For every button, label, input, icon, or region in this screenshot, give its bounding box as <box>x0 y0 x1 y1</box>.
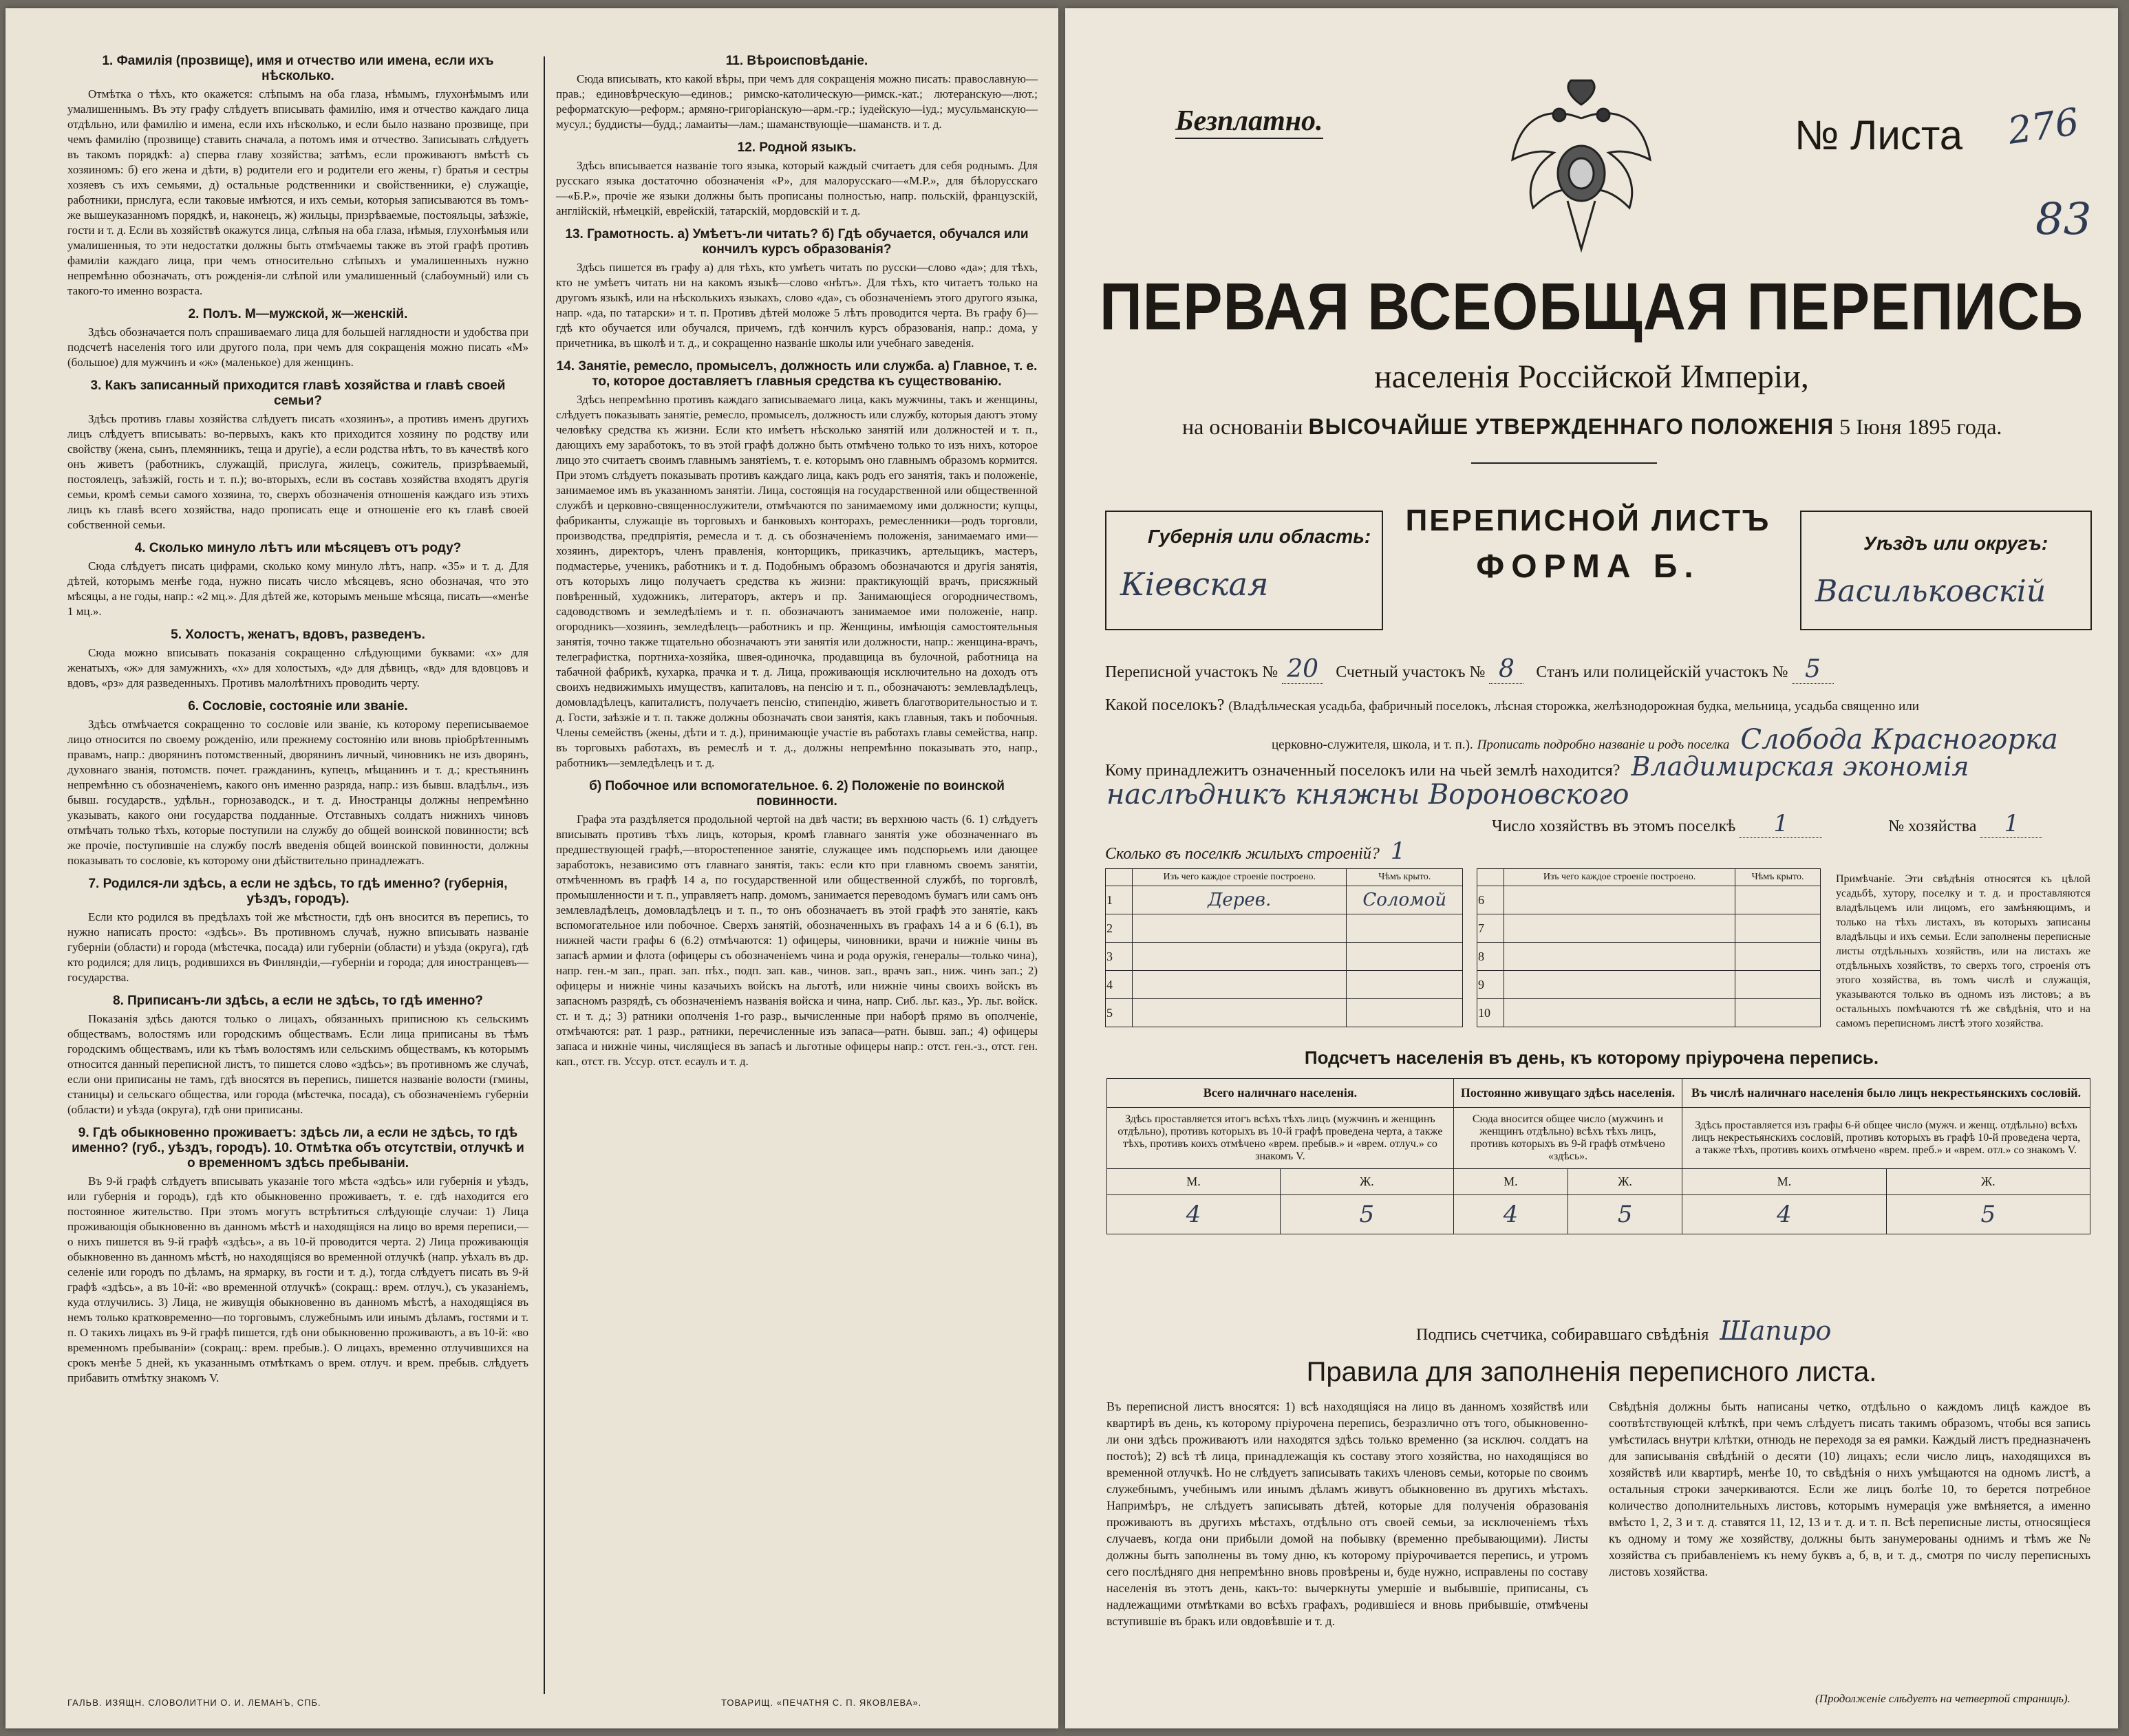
instruction-text: Графа эта раздѣляется продольной чертой на двѣ части; въ верхнюю часть (6. 1) слѣдуетъ вписывать противъ тѣхъ лицъ, которыя, кромѣ главнаго занятія уже обозначеннаго въ предшествующей графѣ,—второстепенное занятіе, служащее имъ подспорьемъ или дающее заработокъ, независимо отъ главнаго занятія, такъ: если кто при главномъ своемъ занятіи, отмѣченномъ въ графѣ 14 а, по государственной или общественной службѣ, по торговлѣ, промышленности и т. п., управляетъ напр. домомъ, занимается переводомъ бумагъ или самъ онъ землевладѣлецъ, домовладѣлецъ и т. п., то онъ обозначаетъ въ этой графѣ это занятіе, какъ вспомогательное или побочное. Сверхъ занятій, обозначенныхъ въ графахъ 14 а и 6 (6.1), въ нижней части графы 6 (6.2) отмѣчаются: 1) офицеры, чиновники, врачи и нижніе чины въ запасѣ армии и флота (офицеры съ обозначеніемъ чина и рода оружія, генералы—только чина), напр. ген.-м зап., прап. зап. пѣх., подп. зап. кав., чинов. зап., врачъ зап., ниж. чинъ зап.; 2) офицеры и нижніе чины казачьихъ войскъ на льготѣ, или нижніе чины своихъ войскъ въ запасномъ разрядѣ, съ обозначеніемъ названія войска и чина, напр. Сиб. льг. каз., Ур. льг. войск. ст. и т. д.; 3) ратники ополченія 1-го разр., вычисленные при наборѣ прямо въ ополченіе, отмѣчаются: рат. 1 разр., ратники, перечисленные изъ запаса—ратн. бывш. зап.; 4) офицеры запаса и нижніе чины, числящіеся въ запасѣ и льготные офицеры напр.: отст. ген.-з., отст. ген. кап., отст. гв. Уссур. отст. есаулъ и т. д. <box>556 813 1038 1068</box>
building-material <box>1504 971 1735 999</box>
instruction-section <box>556 359 1038 771</box>
district-value: Васильковскій <box>1815 574 2046 609</box>
building-material <box>1504 886 1735 914</box>
building-material <box>1504 999 1735 1027</box>
owner-row: Кому принадлежитъ означенный поселокъ или на чьей землѣ находится? Владимирская экономія <box>1105 751 1969 782</box>
instruction-text: Если кто родился въ предѣлахъ той же мѣстности, гдѣ онъ вносится въ перепись, то нужно написать просто: «здѣсь». Въ противномъ случаѣ, нужно вписывать названіе губерніи (области) и города (мѣстечка, посада) или губерніи (области) и уѣзда (округа), гдѣ кто родился; для лицъ, родившихся въ Финляндіи,—губерніи и города; для иностранцевъ—государства. <box>67 910 528 984</box>
building-row <box>1106 914 1463 943</box>
building-row <box>1477 914 1821 943</box>
title-rule <box>1471 462 1657 464</box>
buildings-table-1: Изъ чего каждое строеніе построено. Чѣмъ крыто. 1 Дерев. Соломой 2 3 4 5 <box>1105 868 1463 1027</box>
building-row <box>1106 943 1463 971</box>
population-title: Подсчетъ населенія въ день, къ которому пріурочена перепись. <box>1304 1047 1879 1068</box>
population-column-heading: Всего наличнаго населенія. <box>1107 1079 1454 1108</box>
instruction-text: Здѣсь отмѣчается сокращенно то сословіе или званіе, къ которому переписываемое лицо относится по своему рожденію, или прежнему состоянію или вновь пріобрѣтеннымъ правамъ, напр.: дворянинъ потомственный, дворянинъ личный, чиновникъ не изъ дворянъ, духовнаго званія, потомств. почет. гражданинъ, купецъ, мѣщанинъ и т. д.; крестьянинъ непремѣнно съ обозначеніемъ, какого онъ именно разряда, напр.: изъ бывш. владѣльч., изъ бывш. государств., удѣльн., горнозаводск., и т. д. Иностранцы должны непремѣнно указывать, какого они государства подданные. Отставныхъ солдатъ нижнихъ чиновъ отмѣчать только тѣхъ, которые поступили на службу до общей воинской повинности; всѣ же прочіе, поступившіе на службу послѣ введенія общей воинской повинности, должны показывать то сословіе, къ которому они дѣйствительно принадлежатъ. <box>67 718 528 867</box>
form-title-block <box>1395 504 1781 586</box>
settlement-row-2: церковно-служителя, школа, и т. п.). Прописать подробно названіе и родъ поселка Слобода Красногорка <box>1272 724 2058 756</box>
census-basis: на основаніи ВЫСОЧАЙШЕ УТВЕРЖДЕННАГО ПОЛОЖЕНІЯ 5 Іюня 1895 года. <box>1182 414 2002 439</box>
female-count: 5 <box>1886 1195 2090 1234</box>
building-roof <box>1735 914 1821 943</box>
building-row-number: 1 <box>1106 886 1133 914</box>
settlement-row: Какой поселокъ? (Владѣльческая усадьба, фабричный поселокъ, лѣсная сторожка, желѣзнодорожная будка, мельница, усадьба священно или <box>1105 696 1919 714</box>
building-roof: Соломой <box>1347 886 1463 914</box>
instruction-heading: 5. Холостъ, женатъ, вдовъ, разведенъ. <box>171 628 425 642</box>
households-row: Число хозяйствъ въ этомъ поселкѣ 1 № хозяйства 1 <box>1492 810 2090 838</box>
building-row <box>1477 886 1821 914</box>
instruction-heading: 9. Гдѣ обыкновенно проживаетъ: здѣсь ли, а если не здѣсь, то гдѣ именно? (губ., уѣздъ, городъ). 10. Отмѣтка объ отсутствіи, отлучкѣ и о временномъ здѣсь пребываніи. <box>72 1126 524 1170</box>
imprint-left: ГАЛЬВ. ИЗЯЩН. СЛОВОЛИТНИ О. И. ЛЕМАНЪ, СПБ. <box>67 1697 321 1708</box>
province-value: Кіевская <box>1120 566 1269 603</box>
building-roof <box>1735 971 1821 999</box>
instruction-text: Сюда можно вписывать показанія сокращенно слѣдующими буквами: «х» для женатыхъ, «ж» для замужнихъ, «х» для холостыхъ, «д» для дѣвицъ, «вд» для вдовцовъ и вдовъ, «рз» для разведенныхъ. Противъ малолѣтнихъ проводить черту. <box>67 646 528 689</box>
building-material <box>1133 971 1347 999</box>
instructions-column-1 <box>67 50 528 1394</box>
building-roof <box>1347 914 1463 943</box>
female-label: Ж. <box>1886 1169 2090 1195</box>
population-column-heading: Въ числѣ наличнаго населенія было лицъ некрестьянскихъ сословій. <box>1682 1079 2090 1108</box>
buildings-value: 1 <box>1390 837 1406 865</box>
counting-district-value: 8 <box>1489 655 1523 684</box>
building-row <box>1477 943 1821 971</box>
building-roof <box>1347 999 1463 1027</box>
instruction-heading: 3. Какъ записанный приходится главѣ хозяйства и главѣ своей семьи? <box>90 378 506 408</box>
instructions-column-2 <box>556 50 1038 1078</box>
instruction-text: Здѣсь пишется въ графу а) для тѣхъ, кто умѣетъ читать по русски—слово «да»; для тѣхъ, кто не умѣетъ читать ни на какомъ языкѣ—слово «нѣтъ». Для тѣхъ, кто читаетъ только на другомъ языкѣ, или на нѣсколькихъ языкахъ, слово «да», съ обозначеніемъ этого другого языка, напр. «да, по татарски» и т. п. Противъ дѣтей моложе 5 лѣтъ проводится черта. Въ графу б)—гдѣ кто обучается или обучался, причемъ, гдѣ кончилъ курсъ образованія, напр.: дома, у причетника, въ школѣ и т. д., и сокращенно названіе школы или учебнаго заведенія. <box>556 261 1038 350</box>
district-label: Уѣздъ или округъ: <box>1863 533 2048 554</box>
imprint-right: ТОВАРИЩ. «ПЕЧАТНЯ С. П. ЯКОВЛЕВА». <box>721 1697 922 1708</box>
rules-section <box>1065 1357 2118 1728</box>
instruction-heading: 4. Сколько минуло лѣтъ или мѣсяцевъ отъ роду? <box>134 541 462 555</box>
male-count: 4 <box>1453 1195 1568 1234</box>
instruction-heading: 12. Родной языкъ. <box>737 140 857 155</box>
sheet-number-handwritten-2: 83 <box>2035 194 2092 245</box>
building-material <box>1133 943 1347 971</box>
households-value: 1 <box>1740 810 1822 838</box>
household-number-value: 1 <box>1980 810 2042 838</box>
building-roof <box>1347 971 1463 999</box>
instruction-section <box>67 1126 528 1386</box>
male-label: М. <box>1682 1169 1886 1195</box>
building-roof <box>1347 943 1463 971</box>
building-row-number: 2 <box>1106 914 1133 943</box>
building-row-number: 6 <box>1477 886 1504 914</box>
instruction-section <box>67 307 528 370</box>
building-row-number: 9 <box>1477 971 1504 999</box>
buildings-table-2: Изъ чего каждое строеніе построено. Чѣмъ крыто. 6 7 8 9 10 <box>1477 868 1821 1027</box>
female-label: Ж. <box>1280 1169 1453 1195</box>
instruction-section <box>67 378 528 533</box>
province-box <box>1105 511 1383 630</box>
male-label: М. <box>1453 1169 1568 1195</box>
census-district-value: 20 <box>1282 655 1323 684</box>
male-count: 4 <box>1107 1195 1281 1234</box>
building-material <box>1133 999 1347 1027</box>
instruction-section <box>556 140 1038 219</box>
imperial-eagle-icon <box>1506 77 1657 256</box>
instruction-heading: 2. Полъ. М—мужской, ж—женскій. <box>188 307 408 321</box>
instruction-text: Отмѣтка о тѣхъ, кто окажется: слѣпымъ на оба глаза, нѣмымъ, глухонѣмымъ или умалишеннымъ. Въ эту графу слѣдуетъ вписывать фамилію, имя и отчество каждаго лица отдѣльно, или фамилію и имена, если ихъ нѣсколько, и если было названо прозвище, при чемъ фамилію (прозвище) ставить сначала, а потомъ имя и отчество. Записывать слѣдуетъ въ такомъ порядкѣ: а) сперва главу хозяйства; затѣмъ, если проживаютъ вмѣстѣ съ хозяиномъ: б) его жена и дѣти, в) родители его и родители его жены, г) братья и сестры хозяевъ съ ихъ семьями, д) остальные родственники и свойственники, е) служащіе, работники, прислуга, если таковые имѣются, и ихъ семьи, которыя записываются въ томъ-же вышеуказанномъ порядкѣ, и, наконецъ, ж) жильцы, призрѣваемые, постояльцы, заѣзжіе, гости и т. д. Если въ хозяйствѣ окажутся лица, слѣпыя на оба глаза, нѣмыя, глухонѣмыя или умалишенныя, то эти недостатки должны быть отмѣчаемы также въ этой графѣ противъ фамиліи каждаго лица, при чемъ относительно слѣпыхъ и умалишенныхъ нужно непремѣнно обозначать, отъ рожденія-ли слѣпой или умалишенный (слабоумный) или съ такого-то именно возраста. <box>67 87 528 297</box>
female-label: Ж. <box>1568 1169 1682 1195</box>
continued-note: (Продолженіе слѣдуетъ на четвертой страницѣ). <box>1815 1692 2071 1705</box>
male-label: М. <box>1107 1169 1281 1195</box>
instruction-text: Здѣсь противъ главы хозяйства слѣдуетъ писать «хозяинъ», а противъ именъ другихъ лицъ слѣдуетъ вписывать: во-первыхъ, какъ кто приходится хозяину по родству или свойству (жена, сынъ, племянникъ, теща и другіе), а если родства нѣтъ, то въ качествѣ кого онъ живетъ (работникъ, служащій, прислуга, жилецъ, сожитель, призрѣваемый, постоялецъ, заѣзжій, гость и т. п.); во-вторыхъ, если въ составъ хозяйства входятъ другія семьи, кромѣ семьи самого хозяина, то, сверхъ обозначенія отношенія каждаго изъ этихъ лицъ къ главѣ всего хозяйства, надо прописать еще и отношеніе его къ главѣ своей собственной семьи. <box>67 412 528 531</box>
instruction-text: Показанія здѣсь даются только о лицахъ, обязанныхъ приписною къ сельскимъ обществамъ, волостямъ или городскимъ обществамъ. Если лица приписаны въ тѣмъ городскимъ обществамъ, или къ тѣмъ волостямъ или сельскимъ обществамъ, къ которымъ относится данный переписной листъ, то пишется слово «здѣсь»; въ противномъ же случаѣ, если они приписаны не тамъ, гдѣ вносятся въ перепись, пишется названіе волости (гмины, станицы) и сельскаго общества, или города (мѣстечка, посада), съ обозначеніемъ губерніи (области) и уѣзда (округа), гдѣ они приписаны. <box>67 1012 528 1116</box>
female-count: 5 <box>1568 1195 1682 1234</box>
district-box <box>1800 511 2092 630</box>
population-column-description: Сюда вносится общее число (мужчинъ и женщинъ отдѣльно) всѣхъ тѣхъ лицъ, противъ которыхъ въ 9-й графѣ отмѣчено «здѣсь». <box>1453 1108 1682 1169</box>
instruction-section <box>67 541 528 619</box>
building-row <box>1106 999 1463 1027</box>
instruction-heading: б) Побочное или вспомогательное. 6. 2) Положеніе по воинской повинности. <box>589 779 1005 808</box>
rules-column-2: Свѣдѣнія должны быть написаны четко, отдѣльно о каждомъ лицѣ каждое въ соотвѣтствующей клѣткѣ, при чемъ слѣдуетъ писать такимъ образомъ, чтобы вся запись умѣстилась внутри клѣтки, отнюдь не переходя за ея рамки. Каждый листъ предназначенъ для записыванія свѣдѣній о десяти (10) лицахъ; если число лицъ, находящихся въ хозяйствѣ или квартирѣ, менѣе 10, то свѣдѣнія о нихъ умѣщаются на одномъ листѣ, а остальныя строки зачеркиваются. Если же лицъ болѣе 10, то берется потребное количество дополнительныхъ листовъ, которымъ нумерація уже вмѣняется, а именно вмѣсто 1, 2, 3 и т. д. ставятся 11, 12, 13 и т. д. и т. п. Всѣ переписные листы, относящіеся къ одному и тому же хозяйству, должны быть занумерованы однимъ и тѣмъ же № хозяйства съ прибавленіемъ къ нему буквъ а, б, в, и т. д., смотря по числу переписныхъ листовъ хозяйства. <box>1609 1400 2090 1578</box>
owner-value: Владимирская экономія <box>1631 751 1969 782</box>
settlement-value: Слобода Красногорка <box>1740 724 2058 756</box>
population-column-heading: Постоянно живущаго здѣсь населенія. <box>1453 1079 1682 1108</box>
building-row <box>1477 999 1821 1027</box>
building-material: Дерев. <box>1133 886 1347 914</box>
instruction-section <box>67 54 528 299</box>
female-count: 5 <box>1280 1195 1453 1234</box>
instruction-section <box>67 628 528 691</box>
left-page <box>6 8 1058 1728</box>
signature-row: Подпись счетчика, собиравшаго свѣдѣнія Шапиро <box>1416 1316 1832 1346</box>
population-table <box>1106 1078 2090 1234</box>
form-subtitle: ФОРМА Б. <box>1476 548 1700 585</box>
building-row <box>1106 886 1463 914</box>
instruction-section <box>556 54 1038 132</box>
population-column-description: Здѣсь проставляется изъ графы 6-й общее число (мужч. и женщ. отдѣльно) всѣхъ лицъ некрестьянскихъ сословій, противъ которыхъ въ графѣ 10-й проведена черта, а также тѣхъ, противъ коихъ отмѣчено «врем. преб.» и «врем. отл.» со знакомъ V. <box>1682 1108 2090 1169</box>
free-label: Безплатно. <box>1175 105 1323 139</box>
instruction-text: Здѣсь вписывается названіе того языка, который каждый считаетъ для себя роднымъ. Для русскаго языка достаточно обозначенія «Р», для малорусскаго—«М.Р.», для бѣлорусскаго—«Б.Р.», прочіе же языки должны быть прописаны полностью, напр. польскій, французскій, англійскій, нѣмецкій, еврейскій, татарскій, мордовскій и т. д. <box>556 159 1038 217</box>
form-title: ПЕРЕПИСНОЙ ЛИСТЪ <box>1405 504 1771 537</box>
column-divider <box>544 56 545 1694</box>
instruction-heading: 7. Родился-ли здѣсь, а если не здѣсь, то гдѣ именно? (губернія, уѣздъ, городъ). <box>88 877 508 906</box>
census-form-page <box>1065 8 2118 1728</box>
census-district-row: Переписной участокъ № 20 Счетный участокъ № 8 Станъ или полицейскій участокъ № 5 <box>1105 655 2089 684</box>
population-column-description: Здѣсь проставляется итогъ всѣхъ тѣхъ лицъ (мужчинъ и женщинъ отдѣльно), противъ которыхъ въ 10-й графѣ проведена черта, а также тѣхъ, противъ коихъ отмѣчено «врем. пребыв.» и «врем. отлуч.» со знакомъ V. <box>1107 1108 1454 1169</box>
instruction-text: Здѣсь непремѣнно противъ каждаго записываемаго лица, какъ мужчины, такъ и женщины, слѣдуетъ показывать занятіе, ремесло, промыселъ, должность или службу, которыя даютъ этому человѣку средства къ жизни. Если кто имѣетъ нѣсколько занятій или должностей и т. п., дающихъ ему заработокъ, то въ этой графѣ должно быть отмѣчено только то изъ нихъ, которое лицо это считаетъ своимъ главнымъ занятіемъ, т. е. которымъ оно главнымъ образомъ кормится. При этомъ слѣдуетъ показывать противъ каждаго лица, какъ родъ его занятія, такъ и положеніе, занимаемое имъ въ указанномъ занятіи. Лица, состоящія на государственной или общественной службѣ и церковно-священнослужители, отмѣчаются по занимаемому ими должности; купцы, фабриканты, служащіе въ торговыхъ и банковыхъ конторахъ, ремесленники—родъ торговли, производства, предпріятія, ремесла и т. д. съ обозначеніемъ положенія, занимаемаго ими—хозяинъ, директоръ, членъ правленія, конторщикъ, приказчикъ, артельщикъ, мастеръ, подмастерье, ученикъ, работникъ и т. д. Подобнымъ образомъ обозначаются и другія занятія, отъ которыхъ лицо получаетъ средства къ жизни: практикующій врачъ, присяжный повѣренный, художникъ, литераторъ, актеръ и пр. Занимающіеся огородничествомъ, садоводствомъ и земледѣліемъ и т. п. обозначаютъ занимаемое ими положеніе, напр. огородникъ—хозяинъ, земледѣлецъ—работникъ и пр. Женщины, имѣющія самостоятельныя занятія, точно также тщательно обозначаютъ эти занятія или должности, напр.: женщина-врачъ, телеграфистка, портниха-хозяйка, швея-одиночка, продавщица въ булочной, работница на табачной фабрикѣ, кухарка, прачка и т. д. Лица, проживающія исключительно на доходъ отъ своихъ недвижимыхъ имуществъ, капиталовъ, на пенсію и т. п., обозначаютъ: землевладѣлецъ, домовладѣлецъ, капиталистъ, получаетъ пенсію, стипендію, живетъ благотворительностью и т. д. Гости, заѣзжіе и т. п. также должны обозначать свои занятія, какъ главныя, такъ и побочныя. Члены семействъ (жены, дѣти и т. д.), принимающіе участіе въ работахъ главы семейства, напр. въ торговыхъ работахъ, въ ремеслѣ и т. д., должны непремѣнно показывать это, напр., работникъ—земледѣлецъ и т. д. <box>556 393 1038 769</box>
instruction-text: Сюда слѣдуетъ писать цифрами, сколько кому минуло лѣтъ, напр. «35» и т. д. Для дѣтей, которымъ менѣе года, нужно писать число мѣсяцевъ, ясно обозначая, что это мѣсяцы, а не годы, напр.: «2 мц.». Для дѣтей же, которымъ меньше мѣсяца, писать—«менѣе 1 мц.». <box>67 559 528 618</box>
owner-value-2: наслѣдникъ княжны Вороновского <box>1106 779 1629 811</box>
building-row-number: 8 <box>1477 943 1504 971</box>
instruction-section <box>556 227 1038 351</box>
building-row-number: 4 <box>1106 971 1133 999</box>
province-label: Губернія или область: <box>1148 526 1371 547</box>
instruction-heading: 14. Занятіе, ремесло, промыселъ, должность или служба. а) Главное, т. е. то, которое доставляетъ главныя средства къ существованію. <box>556 359 1038 389</box>
buildings-note: Примѣчаніе. Эти свѣдѣнія относятся къ цѣлой усадьбѣ, хутору, поселку и т. д. и проставляются владѣльцемъ или лицомъ, его замѣняющимъ, и только на тѣхъ листахъ, въ которыхъ записаны владѣльцы и ихъ семьи. Если заполнены переписные листы отдѣльныхъ хозяйствъ, или на листахъ же отдѣльныхъ хозяйствъ, то сверхъ того, строенія отъ этого хозяйства, въ томъ числѣ и служащія, указываются только въ одномъ изъ листовъ; а въ остальныхъ помѣчаются тѣ же свѣдѣнія, что и на самомъ переписномъ листѣ этого хозяйства. <box>1836 873 2090 1029</box>
instruction-text: Въ 9-й графѣ слѣдуетъ вписывать указаніе того мѣста «здѣсь» или губернія и уѣздъ, или губернія и городъ), гдѣ кто обыкновенно проживаетъ, т. е. гдѣ находится его постоянное жительство. При этомъ могутъ встрѣтиться слѣдующіе случаи: 1) Лица проживающія обыкновенно въ данномъ мѣстѣ и находящіяся на лицо во время переписи,—о нихъ пишется въ 9-й графѣ «здѣсь», а въ 10-й проводится черта. 2) Лица проживающія обыкновенно въ данномъ мѣстѣ, но находящіяся во временной отлучкѣ (напр. уѣхалъ въ др. селеніе или городъ по дѣламъ, на ярмарку, въ гости и т. д.), тогда слѣдуетъ писать въ 9-й графѣ «здѣсь», а въ 10-й: «во временной отлучкѣ» (сокращ.: врем. отлуч.), съ указаніемъ, куда отлучились. 3) Лица, не живущія обыкновенно въ данномъ мѣстѣ, а находящіяся въ немъ только кратковременно—по торговымъ, служебнымъ или инымъ дѣламъ, гостями и т. п. О такихъ лицахъ въ 9-й графѣ пишется, гдѣ они обыкновенно проживаютъ, а въ 10-й: «во временномъ пребываніи» (сокращ.: врем. пребыв.). О лицахъ, временно отлучившихся на срокъ менѣе 5 дней, къ указаннымъ отмѣткамъ о врем. отлуч. и врем. пребыв. слѣдуетъ прибавить отмѣтку знакомъ V. <box>67 1175 528 1384</box>
instruction-heading: 13. Грамотность. а) Умѣетъ-ли читать? б) Гдѣ обучается, обучался или кончилъ курсъ образованія? <box>565 227 1029 257</box>
instruction-text: Сюда вписывать, кто какой вѣры, при чемъ для сокращенія можно писать: православную—прав.; единовѣрческую—единов.; римско-католическую—римск.-кат.; лютеранскую—лют.; реформатскую—реформ.; армяно-григоріанскую—арм.-гр.; іудейскую—іуд.; мусульманскую—мусул.; буддисты—будд.; ламаиты—лам.; шаманствующіе—шаманств. и т. д. <box>556 72 1038 131</box>
building-material <box>1133 914 1347 943</box>
building-row <box>1477 971 1821 999</box>
rules-title: Правила для заполненія переписного листа. <box>1306 1357 1877 1387</box>
building-roof <box>1735 886 1821 914</box>
building-material <box>1504 943 1735 971</box>
sheet-number-label: № Листа <box>1795 112 1963 158</box>
buildings-row: Сколько въ поселкѣ жилыхъ строеній? 1 <box>1105 837 1406 865</box>
instruction-heading: 8. Приписанъ-ли здѣсь, а если не здѣсь, то гдѣ именно? <box>113 994 483 1008</box>
building-row-number: 10 <box>1477 999 1504 1027</box>
signature-value: Шапиро <box>1720 1316 1832 1346</box>
instruction-heading: 11. Вѣроисповѣданіе. <box>725 54 868 68</box>
instruction-heading: 1. Фамилія (прозвище), имя и отчество или имена, если ихъ нѣсколько. <box>102 54 494 83</box>
instruction-section <box>67 877 528 985</box>
male-count: 4 <box>1682 1195 1886 1234</box>
rules-column-1: Въ переписной листъ вносятся: 1) всѣ находящіяся на лицо въ данномъ хозяйствѣ или квартирѣ въ день, къ которому пріурочена перепись, безразлично отъ того, обыкновенно-ли они здѣсь проживаютъ или находятся здѣсь только временно (за исключ. солдатъ на постоѣ); 2) всѣ тѣ лица, принадлежащія къ составу этого хозяйства, но находящіяся во временной отлучкѣ. Но не слѣдуетъ записывать такихъ членовъ семьи, которые по своимъ служебнымъ, учебнымъ или инымъ дѣламъ живутъ обыкновенно въ другихъ мѣстахъ. Напримѣръ, не слѣдуетъ записывать дѣтей, которые для полученія образованія проживаютъ въ другихъ мѣстахъ, отдѣльно отъ своей семьи, за исключеніемъ тѣхъ случаевъ, когда они прибыли домой на побывку (временно пребывающими). Листы должны быть заполнены въ тому дню, къ которому пріурочивается перепись, и утромъ сего послѣдняго дня непремѣнно вновь провѣрены и, буде нужно, исправлены по составу населенія въ этотъ день, какъ-то: вычеркнуты умершіе и выбывшіе, приписаны, съ надлежащими отмѣтками во всѣхъ графахъ, родившіеся и вновь прибывшіе, отмѣчены вступившіе въ бракъ или овдовѣвшіе и т. д. <box>1106 1400 1588 1628</box>
instruction-section <box>556 779 1038 1069</box>
building-row <box>1106 971 1463 999</box>
instruction-heading: 6. Сословіе, состояніе или званіе. <box>188 699 408 714</box>
police-district-value: 5 <box>1793 655 1834 684</box>
sheet-number-handwritten: 276 <box>2005 100 2082 153</box>
building-row-number: 3 <box>1106 943 1133 971</box>
building-roof <box>1735 943 1821 971</box>
building-material <box>1504 914 1735 943</box>
census-subtitle: населенія Россійской Имперіи, <box>1374 358 1809 395</box>
building-row-number: 5 <box>1106 999 1133 1027</box>
instruction-text: Здѣсь обозначается полъ спрашиваемаго лица для большей наглядности и удобства при подсчетѣ населенія того или другого пола, при чемъ для сокращенія можно писать «М» (большое) для мужчинъ и «ж» (маленькое) для женщинъ. <box>67 325 528 369</box>
census-title: ПЕРВАЯ ВСЕОБЩАЯ ПЕРЕПИСЬ <box>1099 270 2084 344</box>
instruction-section <box>67 994 528 1117</box>
building-roof <box>1735 999 1821 1027</box>
instruction-section <box>67 699 528 868</box>
building-row-number: 7 <box>1477 914 1504 943</box>
